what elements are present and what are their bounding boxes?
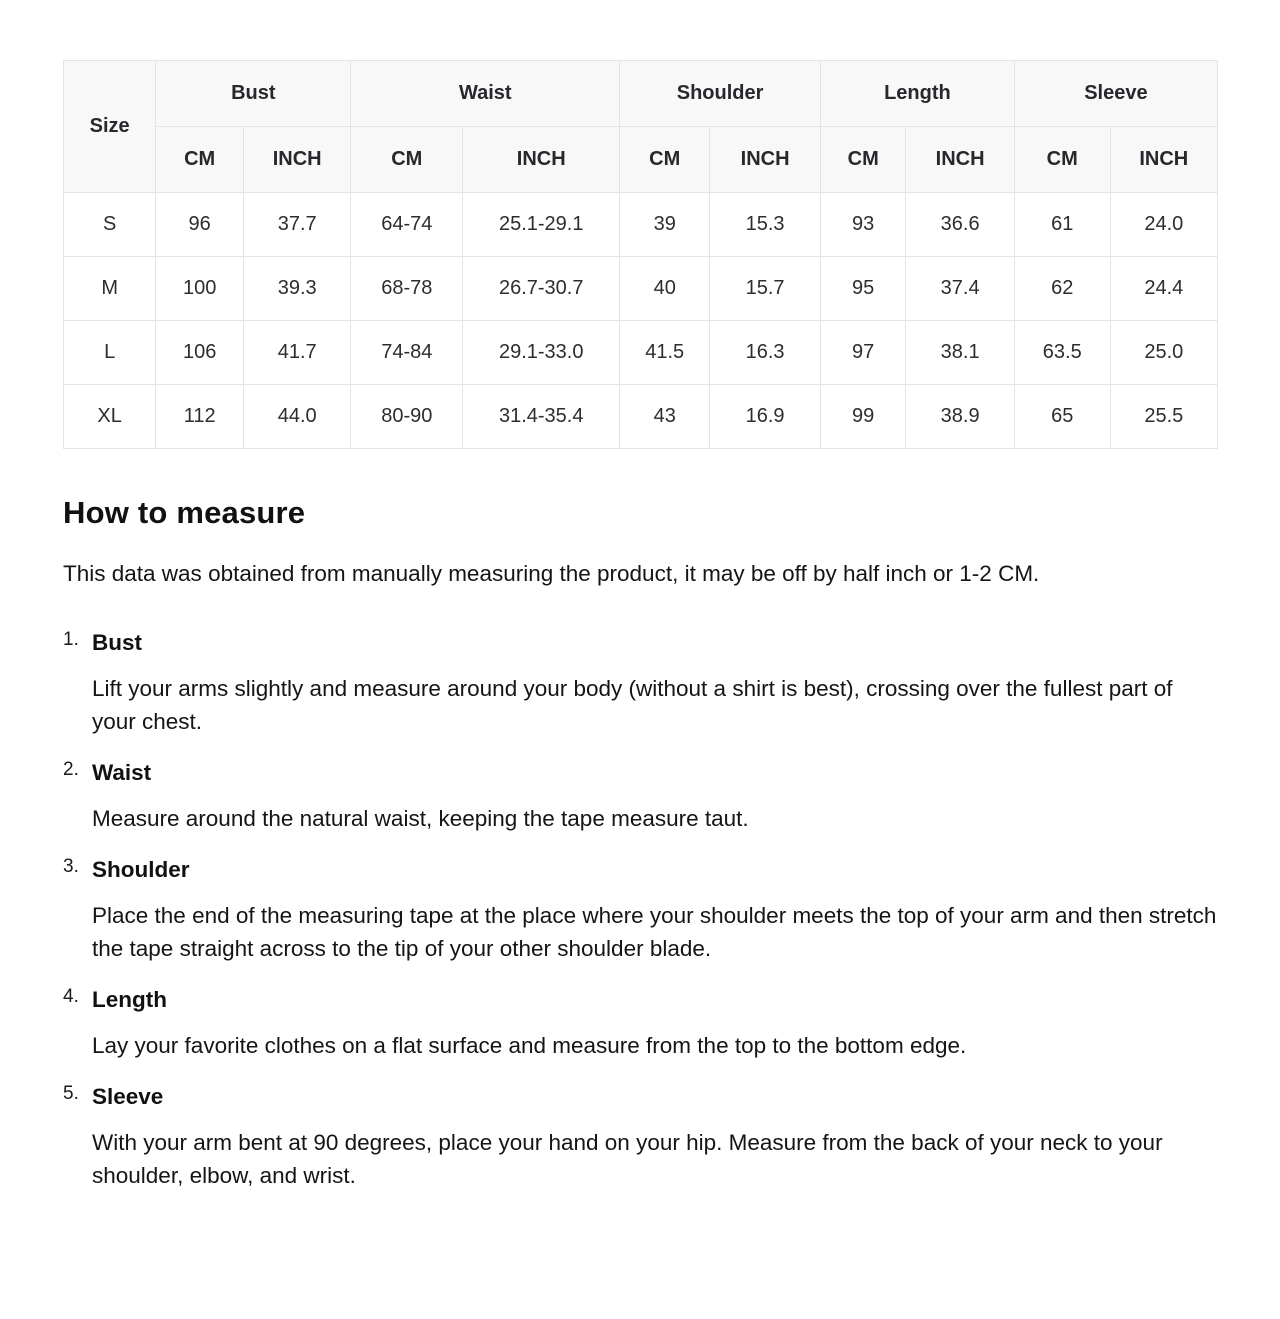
unit-header-shoulder-cm: CM xyxy=(620,127,710,193)
unit-header-bust-cm: CM xyxy=(156,127,244,193)
unit-header-length-inch: INCH xyxy=(906,127,1014,193)
value-cell: 39 xyxy=(620,193,710,257)
size-cell: XL xyxy=(64,385,156,449)
value-cell: 37.4 xyxy=(906,257,1014,321)
value-cell: 39.3 xyxy=(244,257,351,321)
value-cell: 40 xyxy=(620,257,710,321)
value-cell: 100 xyxy=(156,257,244,321)
value-cell: 99 xyxy=(820,385,905,449)
value-cell: 15.7 xyxy=(710,257,821,321)
table-row-xl xyxy=(64,385,1218,449)
table-row-m xyxy=(64,257,1218,321)
unit-header-sleeve-cm: CM xyxy=(1014,127,1110,193)
measure-step-bust xyxy=(63,626,1218,738)
value-cell: 41.7 xyxy=(244,321,351,385)
table-row-s xyxy=(64,193,1218,257)
value-cell: 43 xyxy=(620,385,710,449)
group-header-row xyxy=(64,61,1218,127)
measure-step-waist xyxy=(63,756,1218,835)
value-cell: 24.0 xyxy=(1110,193,1217,257)
value-cell: 80-90 xyxy=(351,385,463,449)
value-cell: 112 xyxy=(156,385,244,449)
value-cell: 24.4 xyxy=(1110,257,1217,321)
how-to-measure-intro: This data was obtained from manually measuring the product, it may be off by half inch or 1-2 CM. xyxy=(63,561,1040,586)
value-cell: 29.1-33.0 xyxy=(463,321,620,385)
measure-step-sleeve xyxy=(63,1080,1218,1192)
value-cell: 93 xyxy=(820,193,905,257)
step-number: 5. xyxy=(63,1083,79,1104)
step-description: Place the end of the measuring tape at the place where your shoulder meets the top of your arm and then stretch the tape straight across to the tip of your other shoulder blade. xyxy=(92,903,1217,961)
value-cell: 36.6 xyxy=(906,193,1014,257)
group-header-length: Length xyxy=(820,61,1014,127)
size-cell: L xyxy=(64,321,156,385)
value-cell: 44.0 xyxy=(244,385,351,449)
unit-header-sleeve-inch: INCH xyxy=(1110,127,1217,193)
value-cell: 95 xyxy=(820,257,905,321)
step-title: Waist xyxy=(92,760,152,785)
step-title: Bust xyxy=(92,630,142,655)
value-cell: 74-84 xyxy=(351,321,463,385)
size-column-header: Size xyxy=(64,61,156,193)
value-cell: 26.7-30.7 xyxy=(463,257,620,321)
size-cell: S xyxy=(64,193,156,257)
value-cell: 15.3 xyxy=(710,193,821,257)
value-cell: 16.3 xyxy=(710,321,821,385)
value-cell: 25.1-29.1 xyxy=(463,193,620,257)
value-cell: 61 xyxy=(1014,193,1110,257)
unit-header-row xyxy=(64,127,1218,193)
value-cell: 37.7 xyxy=(244,193,351,257)
value-cell: 38.9 xyxy=(906,385,1014,449)
step-number: 3. xyxy=(63,856,79,877)
value-cell: 65 xyxy=(1014,385,1110,449)
value-cell: 106 xyxy=(156,321,244,385)
step-number: 1. xyxy=(63,629,79,650)
size-chart-table xyxy=(63,60,1218,449)
size-chart-head xyxy=(64,61,1218,193)
value-cell: 16.9 xyxy=(710,385,821,449)
value-cell: 97 xyxy=(820,321,905,385)
measure-step-length xyxy=(63,983,1218,1062)
step-title: Sleeve xyxy=(92,1084,164,1109)
measure-step-shoulder xyxy=(63,853,1218,965)
unit-header-shoulder-inch: INCH xyxy=(710,127,821,193)
measure-steps-list xyxy=(63,626,1218,1192)
value-cell: 62 xyxy=(1014,257,1110,321)
value-cell: 96 xyxy=(156,193,244,257)
step-description: Measure around the natural waist, keeping the tape measure taut. xyxy=(92,806,749,831)
group-header-shoulder: Shoulder xyxy=(620,61,821,127)
size-cell: M xyxy=(64,257,156,321)
step-title: Shoulder xyxy=(92,857,190,882)
step-number: 4. xyxy=(63,986,79,1007)
value-cell: 68-78 xyxy=(351,257,463,321)
size-chart-body xyxy=(64,193,1218,449)
group-header-waist: Waist xyxy=(351,61,620,127)
value-cell: 64-74 xyxy=(351,193,463,257)
group-header-sleeve: Sleeve xyxy=(1014,61,1217,127)
group-header-bust: Bust xyxy=(156,61,351,127)
value-cell: 25.0 xyxy=(1110,321,1217,385)
how-to-measure-title: How to measure xyxy=(63,495,306,530)
value-cell: 31.4-35.4 xyxy=(463,385,620,449)
value-cell: 25.5 xyxy=(1110,385,1217,449)
value-cell: 38.1 xyxy=(906,321,1014,385)
step-description: With your arm bent at 90 degrees, place your hand on your hip. Measure from the back of your neck to your shoulder, elbow, and wrist. xyxy=(92,1130,1163,1188)
step-number: 2. xyxy=(63,759,79,780)
table-row-l xyxy=(64,321,1218,385)
unit-header-length-cm: CM xyxy=(820,127,905,193)
value-cell: 63.5 xyxy=(1014,321,1110,385)
value-cell: 41.5 xyxy=(620,321,710,385)
unit-header-waist-cm: CM xyxy=(351,127,463,193)
unit-header-bust-inch: INCH xyxy=(244,127,351,193)
step-title: Length xyxy=(92,987,167,1012)
step-description: Lay your favorite clothes on a flat surface and measure from the top to the bottom edge. xyxy=(92,1033,967,1058)
unit-header-waist-inch: INCH xyxy=(463,127,620,193)
step-description: Lift your arms slightly and measure around your body (without a shirt is best), crossing over the fullest part of your chest. xyxy=(92,676,1173,734)
